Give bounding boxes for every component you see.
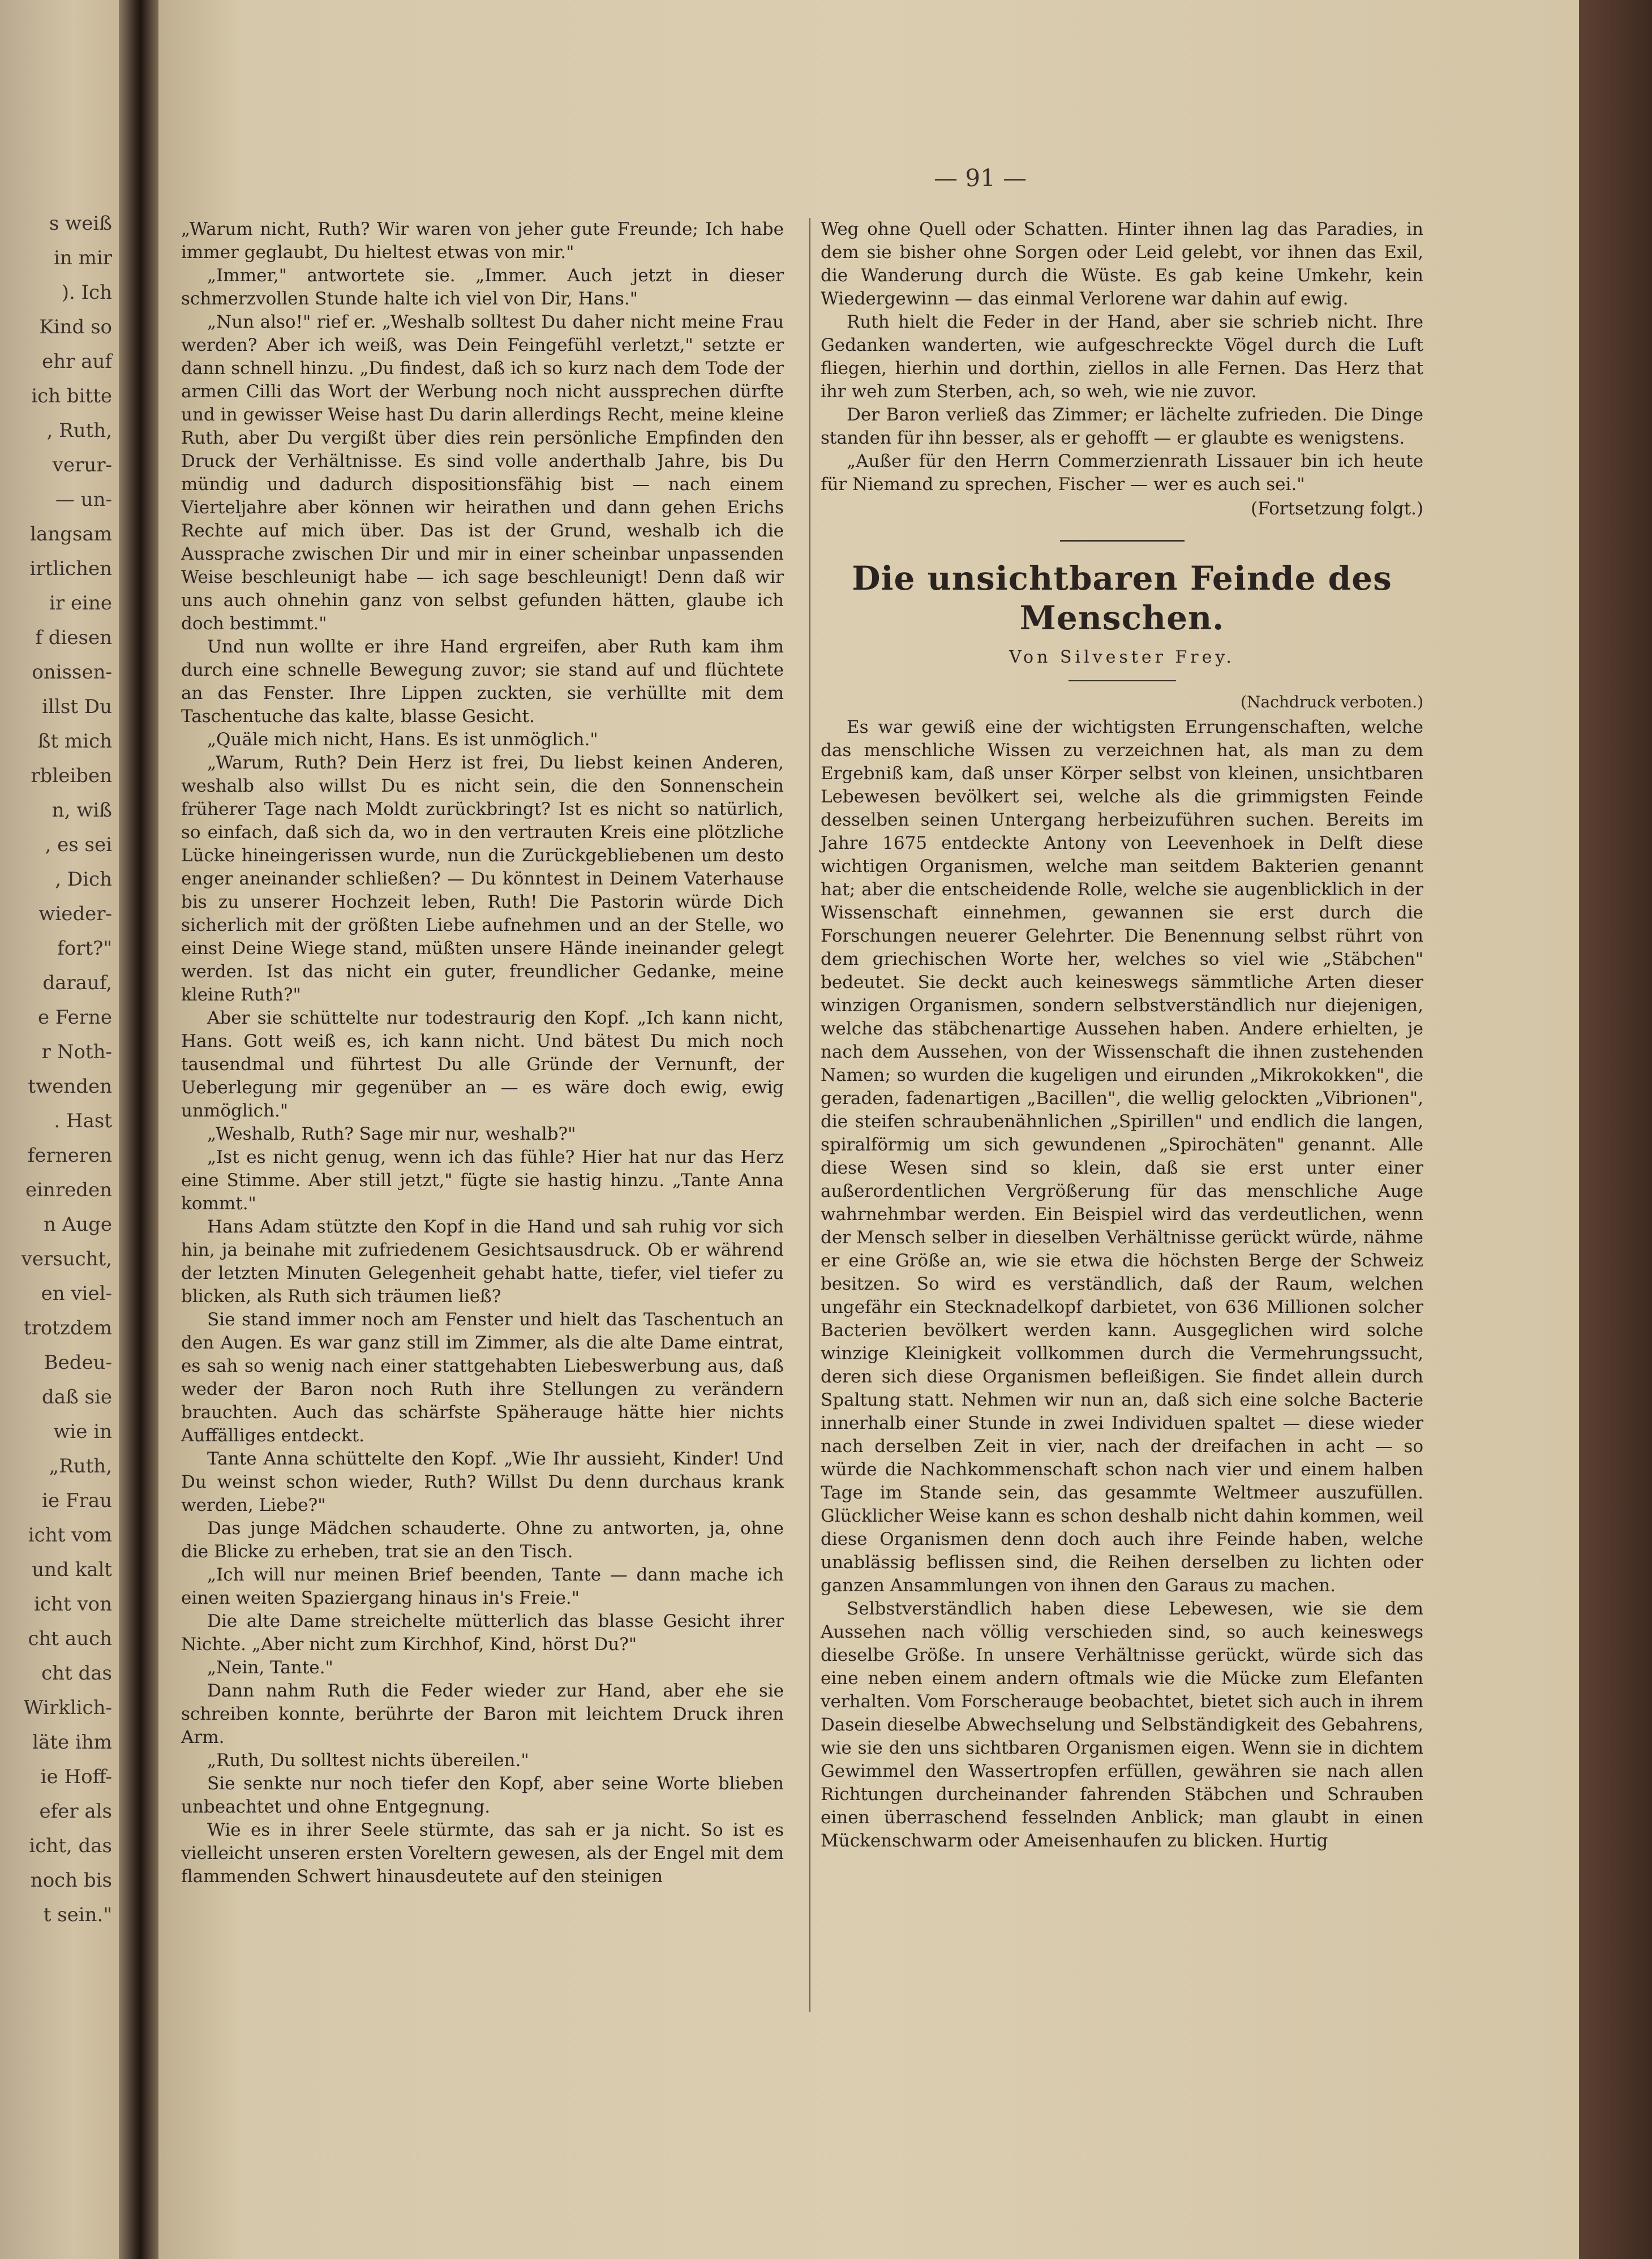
left-page-fragment: fort?" bbox=[57, 937, 112, 960]
paragraph: Weg ohne Quell oder Schatten. Hinter ihnen lag das Paradies, in dem sie bisher ohne Sorgen oder Leid gelebt, vor ihnen das Exil, die Wanderung durch die Wüste. Es gab keine Umkehr, kein Wiedergewinn — das einmal Verlorene war dahin auf ewig. bbox=[821, 219, 1423, 309]
paragraph: Die alte Dame streichelte mütterlich das blasse Gesicht ihrer Nichte. „Aber nicht zum Kirchhof, Kind, hörst Du?" bbox=[181, 1611, 784, 1655]
paragraph: „Ich will nur meinen Brief beenden, Tante — dann mache ich einen weiten Spaziergang hinaus in's Freie." bbox=[181, 1565, 784, 1608]
paragraph: Sie senkte nur noch tiefer den Kopf, aber seine Worte blieben unbeachtet und ohne Entgegnung. bbox=[181, 1773, 784, 1817]
left-page-fragment: icht vom bbox=[28, 1524, 112, 1547]
left-page-fragment: läte ihm bbox=[32, 1731, 112, 1754]
left-page-fragment: „Ruth, bbox=[49, 1455, 112, 1478]
left-page-fragment: ehr auf bbox=[42, 350, 112, 373]
paragraph: Der Baron verließ das Zimmer; er lächelte zufrieden. Die Dinge standen für ihn besser, als er gehofft — er glaubte es wenigstens. bbox=[821, 405, 1423, 448]
paragraph: Selbstverständlich haben diese Lebewesen, wie sie dem Aussehen nach völlig verschieden sind, so auch keineswegs dieselbe Größe. In unsere Verhältnisse gerückt, würde sich das eine neben einem andern oftmals wie die Mücke zum Elefanten verhalten. Vom Forscherauge beobachtet, bietet sich auch in ihrem Dasein dieselbe Abwechselung und Selbständigkeit des Gebahrens, wie sie den uns sichtbaren Organismen eigen. Wenn sie in dichtem Gewimmel den Wassertropfen erfüllen, gewähren sie nach allen Richtungen durcheinander fahrenden Stäbchen und Schrauben einen überraschend fesselnden Anblick; man glaubt in einen Mückenschwarm oder Ameisenhaufen zu blicken. Hurtig bbox=[821, 1599, 1423, 1851]
left-page-fragment: en viel- bbox=[41, 1282, 112, 1305]
left-page-fragment: ßt mich bbox=[37, 730, 112, 753]
left-page-fragment: wieder- bbox=[38, 903, 112, 925]
left-page-fragment: langsam bbox=[30, 523, 112, 546]
paragraph: „Warum, Ruth? Dein Herz ist frei, Du liebst keinen Anderen, weshalb also willst Du es nicht sein, die den Sonnenschein früherer Tage nach Moldt zurückbringt? Ist es nicht so natürlich, so einfach, daß sich da, wo in den vertrauten Kreis eine plötzliche Lücke hineingerissen wurde, nun die Zurückgebliebenen um desto enger aneinander schließen? — Du könntest in Deinem Vaterhause bis zu unserer Hochzeit leben, Ruth! Die Pastorin würde Dich sicherlich mit der größten Liebe aufnehmen und an der Stelle, wo einst Deine Wiege stand, müßten unsere Hände ineinander gelegt werden. Ist das nicht ein guter, freundlicher Gedanke, meine kleine Ruth?" bbox=[181, 753, 784, 1005]
left-page-fragment: ir eine bbox=[49, 592, 112, 615]
left-page-fragment: . Hast bbox=[54, 1110, 112, 1132]
page-number: — 91 — bbox=[934, 164, 1027, 192]
left-page-fragment: versucht, bbox=[21, 1248, 112, 1270]
paragraph: Ruth hielt die Feder in der Hand, aber sie schrieb nicht. Ihre Gedanken wanderten, wie aufgeschreckte Vögel durch die Luft fliegen, hierhin und dorthin, ziellos in alle Fernen. Das Herz that ihr weh zum Sterben, ach, so weh, wie nie zuvor. bbox=[821, 312, 1423, 402]
right-column bbox=[821, 218, 1423, 1853]
paragraph: „Nun also!" rief er. „Weshalb solltest Du daher nicht meine Frau werden? Aber ich weiß, was Dein Feingefühl verletzt," setzte er dann schnell hinzu. „Du findest, daß ich so kurz nach dem Tode der armen Cilli das Wort der Werbung noch nicht aussprechen dürfte und in gewisser Weise hast Du darin allerdings Recht, meine kleine Ruth, aber Du vergißt über dies rein persönliche Empfinden den Druck der Verhältnisse. Es sind volle anderthalb Jahre, bis Du mündig und dadurch dispositionsfähig bist — nach einem Vierteljahre aber können wir heirathen und dann gehen Erichs Rechte auf mich über. Das ist der Grund, weshalb ich die Aussprache zwischen Dir und mir in einer scheinbar unpassenden Weise beschleunigt habe — ich sage beschleunigt! Denn daß wir uns auch ohnehin ganz von selbst gefunden hätten, glaube ich doch bestimmt." bbox=[181, 312, 784, 634]
left-page-fragment: ie Hoff- bbox=[40, 1766, 112, 1788]
left-page-fragment: icht, das bbox=[29, 1835, 112, 1857]
left-page-fragment: ie Frau bbox=[42, 1489, 112, 1512]
left-page-fragment: Bedeu- bbox=[44, 1351, 112, 1374]
byline-divider bbox=[1069, 680, 1176, 681]
paragraph: „Ist es nicht genug, wenn ich das fühle? Hier hat nur das Herz eine Stimme. Aber still jetzt," fügte sie hastig hinzu. „Tante Anna kommt." bbox=[181, 1147, 784, 1214]
reprint-notice: (Nachdruck verboten.) bbox=[1241, 693, 1423, 711]
left-page-fragment: n Auge bbox=[43, 1213, 112, 1236]
paragraph: Dann nahm Ruth die Feder wieder zur Hand, aber ehe sie schreiben konnte, berührte der Baron mit leichtem Druck ihren Arm. bbox=[181, 1681, 784, 1747]
left-page-fragment: r Noth- bbox=[41, 1041, 112, 1063]
left-page-fragment: in mir bbox=[54, 247, 112, 269]
paragraph: „Weshalb, Ruth? Sage mir nur, weshalb?" bbox=[207, 1124, 576, 1144]
left-page-fragment: ferneren bbox=[27, 1144, 112, 1167]
article-byline: Von Silvester Frey. bbox=[1009, 647, 1235, 667]
book-gutter bbox=[119, 0, 158, 2259]
paragraph: „Immer," antwortete sie. „Immer. Auch jetzt in dieser schmerzvollen Stunde halte ich viel von Dir, Hans." bbox=[181, 265, 784, 309]
left-page-fragment: twenden bbox=[28, 1075, 112, 1098]
left-page-fragment: n, wiß bbox=[52, 799, 112, 822]
continued-label: (Fortsetzung folgt.) bbox=[1251, 499, 1423, 519]
left-page-fragment: trotzdem bbox=[23, 1317, 112, 1339]
left-page-fragment: daß sie bbox=[42, 1386, 112, 1408]
left-page-fragment: verur- bbox=[52, 454, 112, 476]
left-page-fragment: Wirklich- bbox=[23, 1697, 112, 1719]
left-page-edge bbox=[0, 0, 123, 2259]
left-page-fragment: und kalt bbox=[32, 1558, 112, 1581]
paragraph: Sie stand immer noch am Fenster und hielt das Taschentuch an den Augen. Es war ganz still im Zimmer, als die alte Dame eintrat, es sah so wenig nach einer stattgehabten Liebeswerbung aus, daß weder der Baron noch Ruth ihre Stellungen zu verändern brauchten. Auch das schärfste Späherauge hätte hier nichts Auffälliges entdeckt. bbox=[181, 1309, 784, 1446]
left-page-fragment: , Dich bbox=[55, 868, 112, 891]
article-title: Die unsichtbaren Feinde des Menschen. bbox=[852, 559, 1392, 637]
left-page-fragment: cht das bbox=[41, 1662, 112, 1685]
paragraph: „Ruth, Du solltest nichts übereilen." bbox=[207, 1750, 529, 1771]
book-edge bbox=[1579, 0, 1652, 2259]
column-divider bbox=[809, 218, 810, 2012]
left-page-fragment: efer als bbox=[39, 1800, 112, 1823]
paragraph: Es war gewiß eine der wichtigsten Errungenschaften, welche das menschliche Wissen zu verzeichnen hat, als man zu dem Ergebniß kam, daß unser Körper selbst von kleinen, unsichtbaren Lebewesen bevölkert sei, welche als die grimmigsten Feinde desselben seinen Untergang herbeizuführen suchen. Bereits im Jahre 1675 entdeckte Antony von Leevenhoek in Delft diese wichtigen Organismen, welche man seitdem Bakterien genannt hat; aber die entscheidende Rolle, welche sie augenblicklich in der Wissenschaft einnehmen, gewannen sie erst durch die Forschungen neuerer Gelehrter. Die Benennung selbst rührt von dem griechischen Worte her, welches so viel wie „Stäbchen" bedeutet. Sie deckt auch keineswegs sämmtliche Arten dieser winzigen Organismen, sondern selbstverständlich nur diejenigen, welche das stäbchenartige Aussehen haben. Andere erhielten, je nach dem Aussehen, von der Wissenschaft die ihnen zustehenden Namen; so wurden die kugeligen und eirunden „Mikrokokken", die geraden, fadenartigen „Bacillen", die wellig gelockten „Vibrionen", die steifen schraubenähnlichen „Spirillen" und endlich die langen, spiralförmig um sich gewundenen „Spirochäten" genannt. Alle diese Wesen sind so klein, daß sie erst unter einer außerordentlichen Vergrößerung für das menschliche Auge wahrnehmbar werden. Ein Beispiel wird das verdeutlichen, wenn der Mensch selber in dieselben Verhältnisse gerückt würde, nähme er eine Größe an, wie sie etwa die höchsten Berge der Schweiz besitzen. So wird es verständlich, daß der Raum, welchen ungefähr ein Stecknadelkopf darbietet, von 636 Millionen solcher Bacterien bevölkert werden kann. Ausgeglichen wird solche winzige Kleinigkeit vollkommen durch die Vermehrungssucht, deren sich diese Organismen befleißigen. Sie findet allein durch Spaltung statt. Nehmen wir nun an, daß sich eine solche Bacterie innerhalb einer Stunde in zwei Individuen spaltet — diese wieder nach derselben Zeit in vier, nach der dreifachen in acht — so würde die Nachkommenschaft schon nach vier und einem halben Tage im Stande sein, das gesammte Weltmeer auszufüllen. Glücklicher Weise kann es schon deshalb nicht dahin kommen, weil diese Organismen denn doch auch ihre Feinde haben, welche unablässig beflissen sind, die Reihen derselben zu lichten oder ganzen Ansammlungen von ihnen den Garaus zu machen. bbox=[821, 717, 1423, 1596]
paragraph: Das junge Mädchen schauderte. Ohne zu antworten, ja, ohne die Blicke zu erheben, trat sie an den Tisch. bbox=[181, 1518, 784, 1562]
paragraph: „Quäle mich nicht, Hans. Es ist unmöglich." bbox=[207, 729, 598, 750]
left-page-fragment: f diesen bbox=[35, 626, 112, 649]
left-page-fragment: irtlichen bbox=[29, 557, 112, 580]
paragraph: Tante Anna schüttelte den Kopf. „Wie Ihr aussieht, Kinder! Und Du weinst schon wieder, Ruth? Willst Du denn durchaus krank werden, Liebe?" bbox=[181, 1449, 784, 1515]
left-page-fragment: icht von bbox=[34, 1593, 112, 1616]
left-page-fragment: ). Ich bbox=[61, 281, 112, 304]
paragraph: „Nein, Tante." bbox=[207, 1657, 333, 1678]
left-page-fragment: s weiß bbox=[49, 212, 112, 235]
section-divider bbox=[1060, 540, 1185, 542]
paragraph: „Außer für den Herrn Commerzienrath Lissauer bin ich heute für Niemand zu sprechen, Fischer — wer es auch sei." bbox=[821, 451, 1423, 495]
left-page-fragment: , es sei bbox=[45, 834, 112, 856]
paragraph: „Warum nicht, Ruth? Wir waren von jeher gute Freunde; Ich habe immer geglaubt, Du hieltest etwas von mir." bbox=[181, 219, 784, 263]
left-page-fragment: onissen- bbox=[32, 661, 112, 684]
left-page-fragment: — un- bbox=[55, 488, 112, 511]
left-page-fragment: e Ferne bbox=[37, 1006, 112, 1029]
left-page-fragment: einreden bbox=[25, 1179, 112, 1201]
left-page-fragment: illst Du bbox=[42, 695, 112, 718]
left-page-fragment: darauf, bbox=[42, 972, 112, 994]
left-page-fragment: Kind so bbox=[39, 316, 112, 338]
paragraph: Hans Adam stützte den Kopf in die Hand und sah ruhig vor sich hin, ja beinahe mit zufriedenem Gesichtsausdruck. Ob er während der letzten Minuten Gelegenheit gehabt hatte, tiefer, viel tiefer zu blicken, als Ruth sich träumen ließ? bbox=[181, 1217, 784, 1307]
left-page-fragment: ich bitte bbox=[31, 385, 112, 407]
left-page-fragment: rbleiben bbox=[31, 765, 112, 787]
paragraph: Aber sie schüttelte nur todestraurig den Kopf. „Ich kann nicht, Hans. Gott weiß es, ich kann nicht. Und bätest Du mich noch tausendmal und führtest Du alle Gründe der Vernunft, der Ueberlegung mir gegenüber an — es wäre doch ewig, ewig unmöglich." bbox=[181, 1008, 784, 1121]
paragraph: Und nun wollte er ihre Hand ergreifen, aber Ruth kam ihm durch eine schnelle Bewegung zuvor; sie stand auf und flüchtete an das Fenster. Ihre Lippen zuckten, sie verhüllte mit dem Taschentuche das kalte, blasse Gesicht. bbox=[181, 637, 784, 727]
left-page-fragment: wie in bbox=[53, 1420, 112, 1443]
left-page-fragment: , Ruth, bbox=[46, 419, 112, 442]
left-page-fragment: t sein." bbox=[43, 1904, 112, 1926]
paragraph: Wie es in ihrer Seele stürmte, das sah er ja nicht. So ist es vielleicht unseren ersten Voreltern gewesen, als der Engel mit dem flammenden Schwert hinausdeutete auf den steinigen bbox=[181, 1820, 784, 1887]
left-page-fragment: noch bis bbox=[30, 1869, 112, 1892]
left-page-fragment: cht auch bbox=[28, 1627, 112, 1650]
left-column bbox=[181, 218, 784, 1888]
